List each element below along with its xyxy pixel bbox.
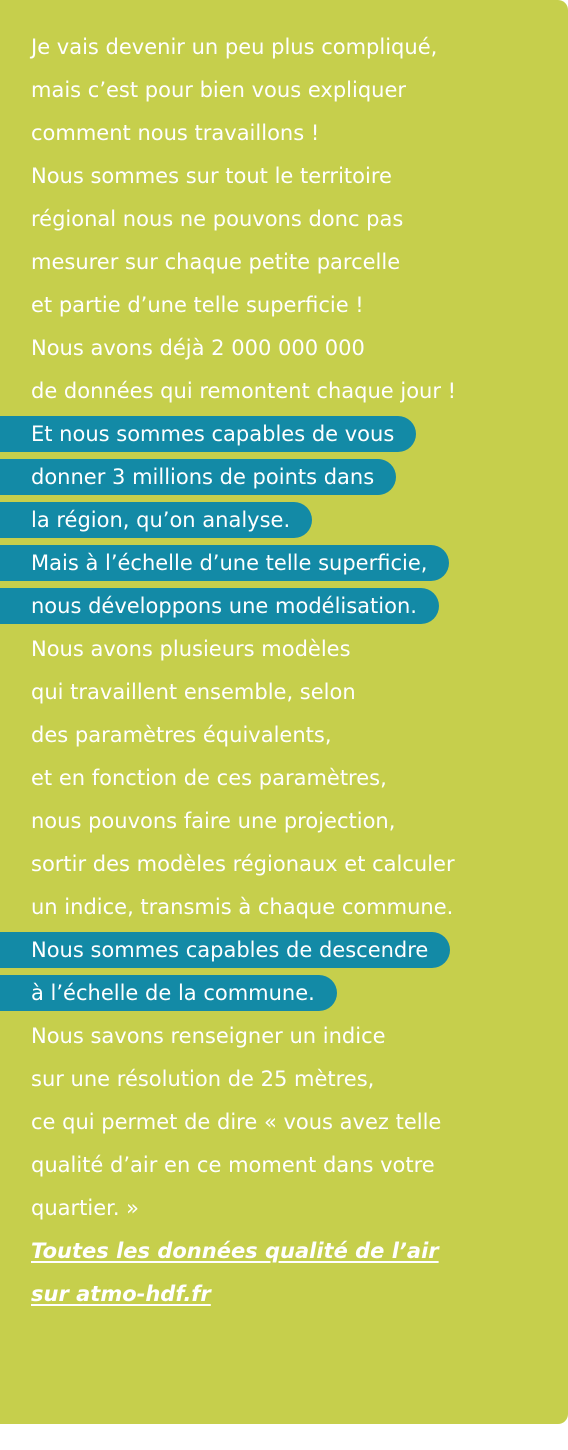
text-line: mais c’est pour bien vous expliquer bbox=[31, 78, 407, 102]
text-line: nous pouvons faire une projection, bbox=[31, 809, 396, 833]
text-line: Nous avons plusieurs modèles bbox=[31, 637, 351, 661]
text-line: sortir des modèles régionaux et calculer bbox=[31, 852, 455, 876]
text-line: de données qui remontent chaque jour ! bbox=[31, 379, 457, 403]
atmo-hdf-link[interactable]: sur atmo-hdf.fr bbox=[31, 1282, 211, 1306]
text-line: quartier. » bbox=[31, 1196, 140, 1220]
text-line: et en fonction de ces paramètres, bbox=[31, 766, 387, 790]
text-line: Nous avons déjà 2 000 000 000 bbox=[31, 336, 365, 360]
link-line bbox=[0, 1230, 568, 1273]
text-line: régional nous ne pouvons donc pas bbox=[31, 207, 404, 231]
text-line: mesurer sur chaque petite parcelle bbox=[31, 250, 401, 274]
highlighted-line: Nous sommes capables de descendre bbox=[0, 929, 568, 972]
text-line: qualité d’air en ce moment dans votre bbox=[31, 1153, 435, 1177]
highlighted-line: nous développons une modélisation. bbox=[0, 585, 568, 628]
text-line: des paramètres équivalents, bbox=[31, 723, 332, 747]
article-text bbox=[0, 26, 568, 1316]
text-line: et partie d’une telle superficie ! bbox=[31, 293, 364, 317]
text-line: Je vais devenir un peu plus compliqué, bbox=[31, 35, 438, 59]
text-line: Nous sommes sur tout le territoire bbox=[31, 164, 392, 188]
text-line: ce qui permet de dire « vous avez telle bbox=[31, 1110, 442, 1134]
link-line bbox=[0, 1273, 568, 1316]
text-line: qui travaillent ensemble, selon bbox=[31, 680, 356, 704]
text-line: comment nous travaillons ! bbox=[31, 121, 320, 145]
highlighted-line: la région, qu’on analyse. bbox=[0, 499, 568, 542]
highlighted-line: à l’échelle de la commune. bbox=[0, 972, 568, 1015]
highlighted-line: Et nous sommes capables de vous bbox=[0, 413, 568, 456]
text-line: Nous savons renseigner un indice bbox=[31, 1024, 386, 1048]
highlighted-line: donner 3 millions de points dans bbox=[0, 456, 568, 499]
atmo-hdf-link[interactable]: Toutes les données qualité de l’air bbox=[31, 1239, 439, 1263]
text-line: un indice, transmis à chaque commune. bbox=[31, 895, 454, 919]
highlighted-line: Mais à l’échelle d’une telle superficie, bbox=[0, 542, 568, 585]
text-line: sur une résolution de 25 mètres, bbox=[31, 1067, 375, 1091]
